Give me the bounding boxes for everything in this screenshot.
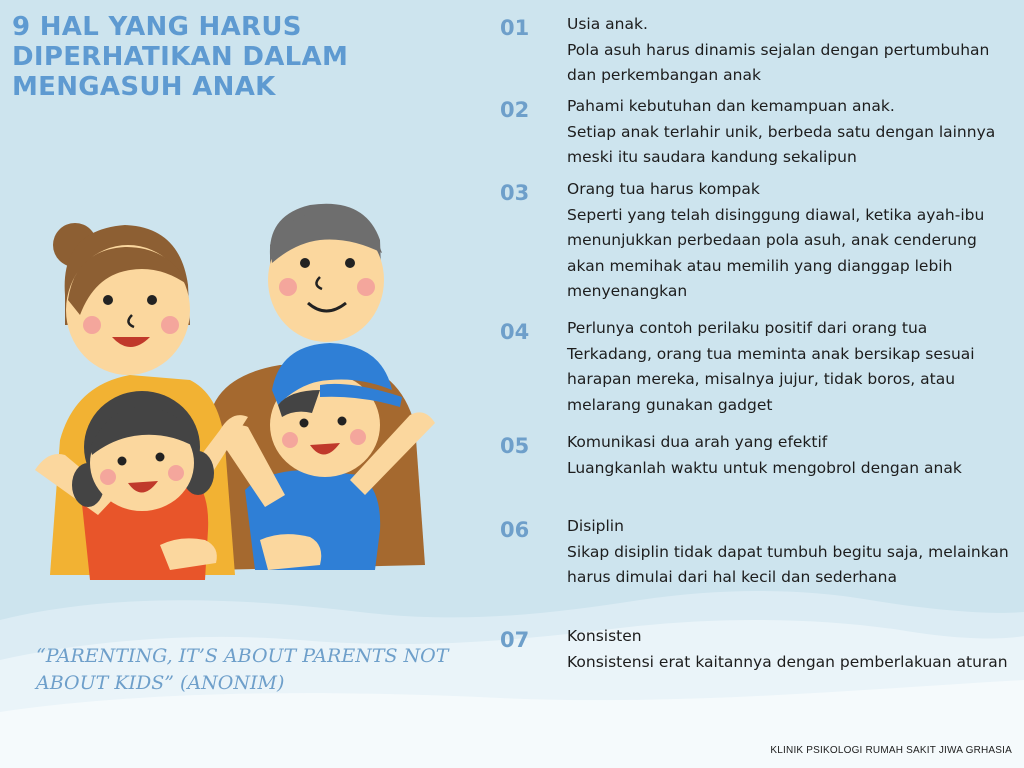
item-body: Sikap disiplin tidak dapat tumbuh begitu saja, melainkan harus dimulai dari hal kecil dan sederhana: [567, 542, 1009, 586]
item-text: [567, 316, 1017, 418]
quote-text: “PARENTING, IT’S ABOUT PARENTS NOT ABOUT KIDS” (ANONIM): [36, 645, 449, 694]
item-number: 07: [500, 628, 530, 652]
item-text: [567, 94, 1017, 171]
family-illustration: [20, 185, 460, 590]
page-title: 9 HAL YANG HARUS DIPERHATIKAN DALAM MENGASUH ANAK: [12, 12, 349, 102]
item-number: 04: [500, 320, 530, 344]
item-heading: Konsisten: [567, 627, 642, 645]
item-body: Seperti yang telah disinggung diawal, ketika ayah-ibu menunjukkan perbedaan pola asuh, anak cenderung akan memihak atau memilih yang dianggap lebih menyenangkan: [567, 205, 985, 300]
item-text: [567, 177, 1017, 305]
item-number: 03: [500, 181, 530, 205]
item-heading: Orang tua harus kompak: [567, 180, 760, 198]
item-number: 05: [500, 434, 530, 458]
item-body: Setiap anak terlahir unik, berbeda satu dengan lainnya meski itu saudara kandung sekalipun: [567, 122, 996, 166]
item-text: [567, 12, 1017, 89]
item-body: Konsistensi erat kaitannya dengan pemberlakuan aturan: [567, 652, 1008, 671]
item-heading: Perlunya contoh perilaku positif dari orang tua: [567, 319, 928, 337]
item-text: [567, 514, 1017, 591]
footer-credit: KLINIK PSIKOLOGI RUMAH SAKIT JIWA GRHASIA: [770, 745, 1012, 756]
item-body: Pola asuh harus dinamis sejalan dengan pertumbuhan dan perkembangan anak: [567, 40, 990, 84]
item-text: [567, 624, 1017, 675]
item-number: 01: [500, 16, 530, 40]
item-body: Luangkanlah waktu untuk mengobrol dengan anak: [567, 458, 962, 477]
item-heading: Pahami kebutuhan dan kemampuan anak.: [567, 97, 895, 115]
item-body: Terkadang, orang tua meminta anak bersikap sesuai harapan mereka, misalnya jujur, tidak boros, atau melarang gunakan gadget: [567, 344, 975, 414]
item-number: 06: [500, 518, 530, 542]
item-heading: Usia anak.: [567, 15, 648, 33]
item-heading: Disiplin: [567, 517, 624, 535]
item-number: 02: [500, 98, 530, 122]
item-text: [567, 430, 1017, 481]
item-heading: Komunikasi dua arah yang efektif: [567, 433, 828, 451]
